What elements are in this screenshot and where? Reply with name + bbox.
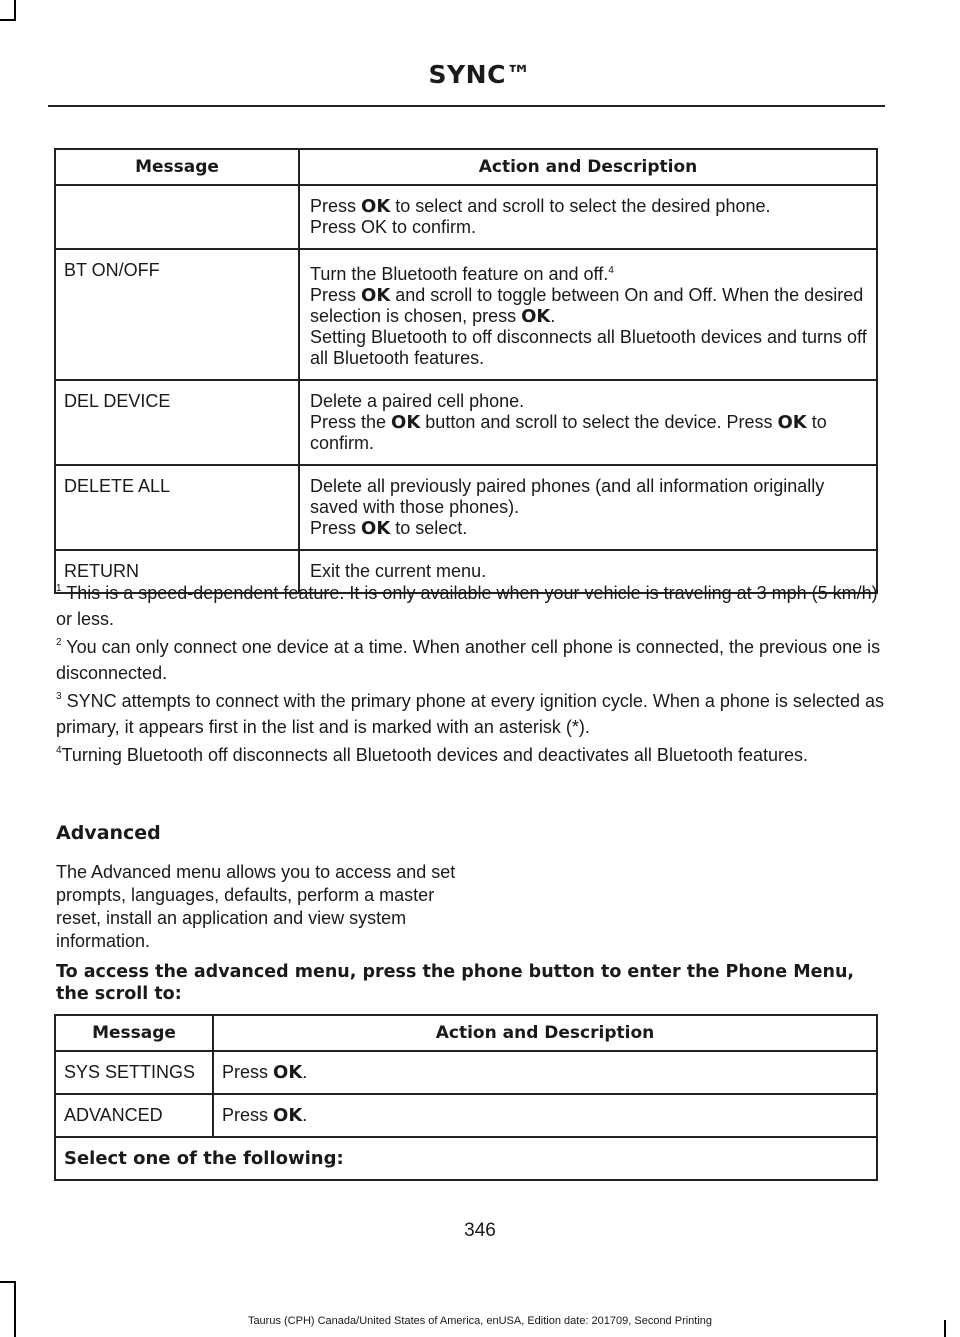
- footnote-number: 2: [56, 637, 62, 648]
- footnote-text: You can only connect one device at a time. When another cell phone is connected, the previous one is disconnected.: [56, 637, 881, 683]
- text-run: .: [550, 306, 556, 326]
- text-run: to select and scroll to select the desired phone.: [390, 196, 771, 216]
- text-run: .: [302, 1105, 308, 1125]
- footnote: [56, 688, 886, 740]
- text-run: Setting Bluetooth to off disconnects all Bluetooth devices and turns off all Bluetooth features.: [310, 327, 867, 368]
- text-run: to confirm.: [310, 412, 827, 453]
- message-cell: [55, 185, 299, 249]
- page-number: 346: [464, 1220, 496, 1241]
- column-header-message: Message: [55, 1015, 213, 1051]
- table-header-row: [55, 1015, 877, 1051]
- text-run: Press OK to confirm.: [310, 217, 477, 237]
- footnote-number: 3: [56, 691, 62, 702]
- footnote-text: Turning Bluetooth off disconnects all Bluetooth devices and deactivates all Bluetooth features.: [61, 745, 809, 765]
- table-row: [55, 380, 877, 465]
- action-line: [310, 217, 868, 238]
- text-run: Press: [310, 285, 362, 305]
- action-cell: [213, 1051, 877, 1094]
- message-cell: RETURN: [55, 550, 299, 593]
- footer-edition: Taurus (CPH) Canada/United States of America, enUSA, Edition date: 201709, Second Printing: [247, 1315, 713, 1327]
- advanced-menu-table: [54, 1014, 878, 1181]
- ok-key: OK: [361, 285, 391, 306]
- action-line: [310, 196, 868, 217]
- header-rule: [48, 105, 885, 107]
- text-run: Press the: [310, 412, 392, 432]
- message-cell: SYS SETTINGS: [55, 1051, 213, 1094]
- page-title: SYNC™: [428, 60, 532, 89]
- message-cell: BT ON/OFF: [55, 249, 299, 380]
- message-cell: ADVANCED: [55, 1094, 213, 1137]
- ok-key: OK: [391, 412, 421, 433]
- ok-key: OK: [361, 518, 391, 539]
- text-run: Turn the Bluetooth feature on and off.: [310, 264, 609, 284]
- column-header-message: Message: [55, 149, 299, 185]
- section-paragraph: The Advanced menu allows you to access and set prompts, languages, defaults, perform a master reset, install an application and view system information.: [56, 862, 456, 951]
- action-line: [310, 327, 868, 369]
- action-line: [310, 391, 868, 412]
- text-run: Press: [222, 1062, 274, 1082]
- footnote-text: This is a speed-dependent feature. It is only available when your vehicle is traveling at 3 mph (5 km/h) or less.: [56, 583, 878, 629]
- table-row: [55, 465, 877, 550]
- action-cell: [299, 249, 877, 380]
- action-cell: [213, 1094, 877, 1137]
- footnote-number: 1: [56, 583, 62, 594]
- span-row: [55, 1137, 877, 1180]
- action-cell: [299, 380, 877, 465]
- section-heading: Advanced: [56, 822, 161, 844]
- text-run: Press: [222, 1105, 274, 1125]
- action-line: [310, 518, 868, 539]
- crop-mark: [14, 1281, 16, 1337]
- action-cell: [299, 185, 877, 249]
- table-row: [55, 185, 877, 249]
- message-cell: DELETE ALL: [55, 465, 299, 550]
- footnote: [56, 634, 886, 686]
- text-run: Delete all previously paired phones (and all information originally saved with those phones).: [310, 476, 825, 517]
- action-cell: [299, 465, 877, 550]
- crop-mark: [0, 1281, 16, 1283]
- table-row: [55, 1051, 877, 1094]
- action-line: [310, 561, 868, 582]
- column-header-action: Action and Description: [299, 149, 877, 185]
- footnote: [56, 742, 886, 768]
- footnote-text: SYNC attempts to connect with the primary phone at every ignition cycle. When a phone is selected as primary, it appears first in the list and is marked with an asterisk (*).: [56, 691, 884, 737]
- text-run: Delete a paired cell phone.: [310, 391, 525, 411]
- action-line: [310, 260, 868, 285]
- crop-mark: [14, 0, 16, 20]
- text-run: and scroll to toggle between On and Off. When the desired selection is chosen, press: [310, 285, 864, 326]
- instruction-text: To access the advanced menu, press the phone button to enter the Phone Menu, the scroll to:: [56, 962, 855, 1004]
- text-run: Exit the current menu.: [310, 561, 487, 581]
- message-cell: DEL DEVICE: [55, 380, 299, 465]
- action-line: [310, 476, 868, 518]
- footnotes: [56, 580, 886, 770]
- ok-key: OK: [273, 1062, 303, 1083]
- action-line: [310, 285, 868, 327]
- ok-key: OK: [361, 196, 391, 217]
- table-row: [55, 249, 877, 380]
- crop-mark: [0, 19, 16, 21]
- text-run: to select.: [390, 518, 468, 538]
- text-run: .: [302, 1062, 308, 1082]
- text-run: button and scroll to select the device. Press: [420, 412, 778, 432]
- text-run: Press: [310, 196, 362, 216]
- table-header-row: [55, 149, 877, 185]
- ok-key: OK: [521, 306, 551, 327]
- footnote-ref: 4: [608, 265, 614, 276]
- footnote: [56, 580, 886, 632]
- column-header-action: Action and Description: [213, 1015, 877, 1051]
- action-line: [310, 412, 868, 454]
- span-cell: Select one of the following:: [55, 1137, 877, 1180]
- text-run: Press: [310, 518, 362, 538]
- footnote-number: 4: [56, 745, 62, 756]
- ok-key: OK: [777, 412, 807, 433]
- table-row: [55, 1094, 877, 1137]
- ok-key: OK: [273, 1105, 303, 1126]
- message-table: [54, 148, 878, 594]
